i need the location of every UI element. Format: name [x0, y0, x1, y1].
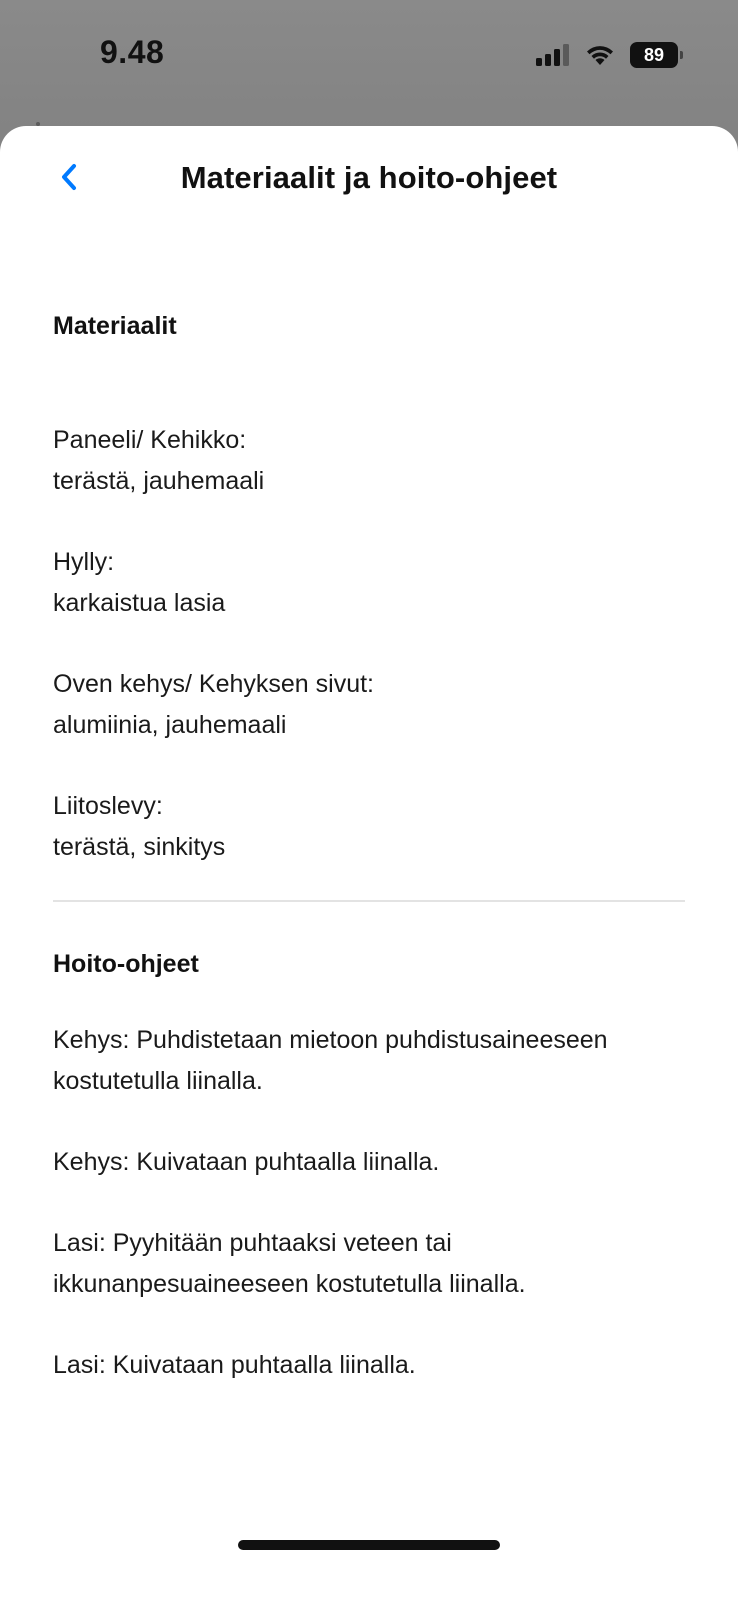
battery-icon — [630, 42, 678, 68]
material-value: karkaistua lasia — [53, 589, 226, 617]
status-icons — [536, 38, 678, 72]
content-area — [53, 306, 685, 1386]
material-value: alumiinia, jauhemaali — [53, 711, 287, 739]
material-item — [53, 786, 685, 868]
wifi-icon — [584, 43, 616, 67]
material-label: Hylly: — [53, 548, 115, 576]
materials-list — [53, 420, 685, 868]
signal-icon — [536, 44, 570, 66]
care-instruction: Lasi: Kuivataan puhtaalla liinalla. — [53, 1351, 416, 1379]
care-instructions-list — [53, 1020, 685, 1386]
materials-heading: Materiaalit — [53, 312, 177, 340]
material-value: terästä, jauhemaali — [53, 467, 265, 495]
material-label: Liitoslevy: — [53, 792, 163, 820]
material-item — [53, 420, 685, 502]
care-instruction: Kehys: Kuivataan puhtaalla liinalla. — [53, 1148, 440, 1176]
material-value: terästä, sinkitys — [53, 833, 226, 861]
page-title: Materiaalit ja hoito-ohjeet — [180, 160, 558, 195]
battery-level: 89 — [643, 45, 665, 65]
home-indicator[interactable] — [238, 1540, 500, 1550]
navigation-bar — [0, 126, 738, 234]
modal-sheet — [0, 126, 738, 1600]
status-bar — [0, 0, 738, 110]
care-instruction: Lasi: Pyyhitään puhtaaksi veteen tai ikkunanpesuaineeseen kostutetulla liinalla. — [53, 1229, 526, 1298]
material-label: Oven kehys/ Kehyksen sivut: — [53, 670, 374, 698]
material-item — [53, 664, 685, 746]
care-heading: Hoito-ohjeet — [53, 950, 199, 978]
section-divider — [53, 900, 685, 902]
material-item — [53, 542, 685, 624]
care-instruction: Kehys: Puhdistetaan mietoon puhdistusaineeseen kostutetulla liinalla. — [53, 1026, 608, 1095]
status-time: 9.48 — [100, 34, 165, 70]
material-label: Paneeli/ Kehikko: — [53, 426, 247, 454]
